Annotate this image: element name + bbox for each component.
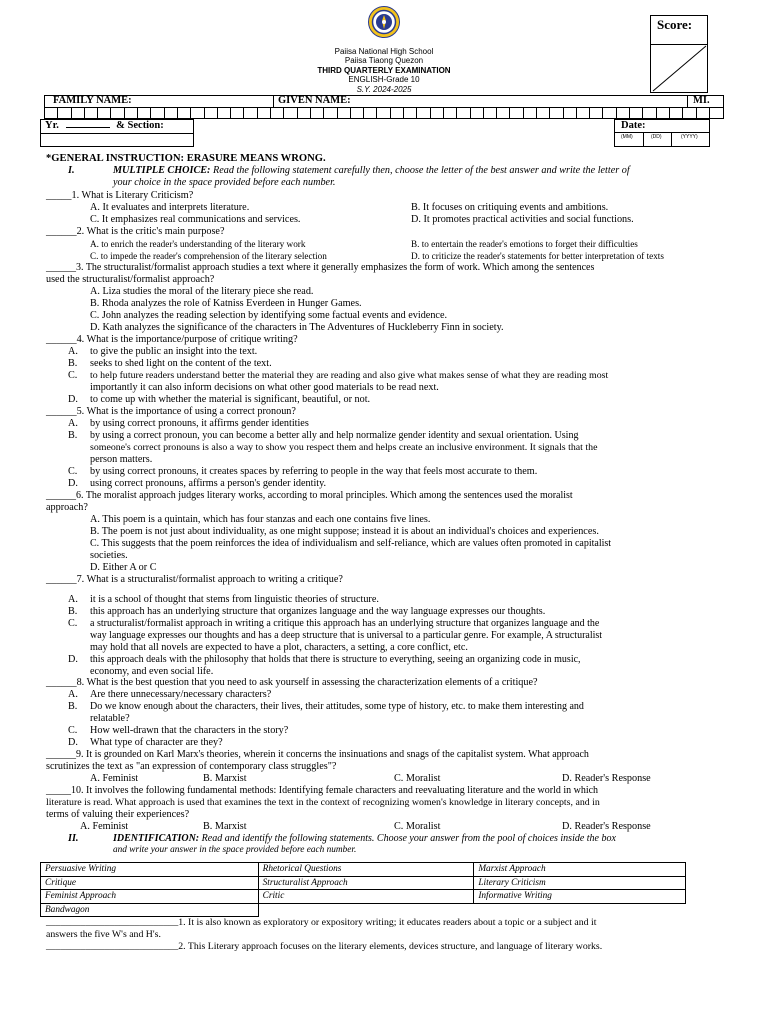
q8-letter-d: D. [68, 737, 78, 748]
q8-option-b-2: relatable? [90, 713, 130, 724]
q6-option-c: C. This suggests that the poem reinforces the idea of individualism and self-reliance, which are values often promoted in capitalist [90, 538, 612, 549]
q5-option-b-3: person matters. [90, 454, 153, 465]
q4-option-d: to come up with whether the material is significant, beautiful, or not. [90, 394, 371, 405]
pool-row [41, 903, 686, 917]
pool-row [41, 890, 686, 904]
q5-option-b: by using a correct pronoun, you can become a better ally and help normalize gender identity and sexual orientation. Using [90, 430, 579, 441]
q9-stem: ______9. It is grounded on Karl Marx's theories, wherein it concerns the insinuations and snags of the capitalist system. What approach [46, 749, 589, 760]
part1-instruction: MULTIPLE CHOICE: Read the following statement carefully then, choose the letter of the best answer and write the letter of [113, 165, 630, 176]
q8-letter-a: A. [68, 689, 78, 700]
q4-letter-b: B. [68, 358, 78, 369]
date-mm: (MM) [621, 134, 633, 140]
q10-option-a: A. Feminist [80, 821, 129, 832]
pool-row [41, 863, 686, 877]
q7-stem: ______7. What is a structuralist/formalist approach to writing a critique? [46, 574, 343, 585]
q9-option-d: D. Reader's Response [562, 773, 651, 784]
q4-letter-c: C. [68, 370, 78, 381]
pool-cell: Literary Criticism [474, 876, 686, 890]
q8-option-c: How well-drawn that the characters in the story? [90, 725, 289, 736]
q8-option-b: Do we know enough about the characters, their lives, their attitudes, some type of history, etc. to make them interesting and [90, 701, 584, 712]
id2-item: ___________________________2. This Literary approach focuses on the literary elements, devices structure, and language of literary works. [46, 941, 603, 952]
part2-title: IDENTIFICATION: [113, 833, 200, 844]
date-label: Date: [621, 120, 646, 131]
q5-letter-a: A. [68, 418, 78, 429]
q7-letter-c: C. [68, 618, 78, 629]
q3-stem-2: used the structuralist/formalist approach? [46, 274, 215, 285]
q10-option-c: C. Moralist [394, 821, 441, 832]
q3-option-a: A. Liza studies the moral of the literary piece she read. [90, 286, 314, 297]
pool-cell-empty [258, 903, 474, 917]
mi-label: MI. [693, 95, 710, 106]
q3-option-d: D. Kath analyzes the significance of the characters in The Adventures of Huckleberry Finn in society. [90, 322, 504, 333]
q4-option-b: seeks to shed light on the content of the text. [90, 358, 272, 369]
q1-option-d: D. It promotes practical activities and social functions. [411, 214, 634, 225]
q7-option-c: a structuralist/formalist approach in writing a critique this approach has an underlying structure that organizes language and the [90, 618, 600, 629]
q4-letter-d: D. [68, 394, 78, 405]
q6-option-c-2: societies. [90, 550, 128, 561]
answer-pool-table [40, 862, 686, 917]
pool-cell: Marxist Approach [474, 863, 686, 877]
q6-stem-2: approach? [46, 502, 88, 513]
q2-option-b: B. to entertain the reader's emotions to forget their difficulties [411, 239, 638, 249]
q8-stem: ______8. What is the best question that you need to ask yourself in assessing the characterization elements of a critique? [46, 677, 538, 688]
q2-option-a: A. to enrich the reader's understanding of the literary work [90, 239, 306, 249]
subject: ENGLISH-Grade 10 [348, 75, 420, 84]
q7-option-d-2: economy, and even social life. [90, 666, 214, 677]
q5-stem: ______5. What is the importance of using a correct pronoun? [46, 406, 296, 417]
id1-item: ___________________________1. It is also known as exploratory or expository writing; it educates readers about a topic or a subject and it [46, 917, 597, 928]
school-year: S.Y. 2024-2025 [356, 85, 412, 94]
q5-option-a: by using correct pronouns, it affirms gender identities [90, 418, 309, 429]
q1-stem: _____1. What is Literary Criticism? [46, 190, 194, 201]
q5-option-d: using correct pronouns, affirms a person's gender identity. [90, 478, 327, 489]
q10-stem-2: literature is read. What approach is used that examines the text in the context of recognizing women's knowledge in literary concepts, and in [46, 797, 600, 808]
part1-title: MULTIPLE CHOICE: [113, 165, 211, 176]
part1-number: I. [68, 165, 75, 176]
name-row [44, 95, 724, 119]
pool-row [41, 876, 686, 890]
date-dd: (DD) [651, 134, 662, 140]
pool-cell: Informative Writing [474, 890, 686, 904]
date-yyyy: (YYYY) [681, 134, 698, 140]
q3-option-b: B. Rhoda analyzes the role of Katniss Everdeen in Hunger Games. [90, 298, 362, 309]
part2-number: II. [68, 833, 79, 844]
part2-instruction: IDENTIFICATION: Read and identify the following statements. Choose your answer from the pool of choices inside the box [113, 833, 616, 844]
q8-letter-b: B. [68, 701, 78, 712]
q7-option-a: it is a school of thought that stems from linguistic theories of structure. [90, 594, 379, 605]
q9-option-b: B. Marxist [203, 773, 247, 784]
id1-item-2: answers the five W's and H's. [46, 929, 161, 940]
q4-stem: ______4. What is the importance/purpose of critique writing? [46, 334, 298, 345]
pool-cell: Bandwagon [41, 903, 259, 917]
q10-option-d: D. Reader's Response [562, 821, 651, 832]
q7-option-b: this approach has an underlying structure that organizes language and the way language expresses our thoughts. [90, 606, 546, 617]
q10-stem-3: terms of valuing their experiences? [46, 809, 190, 820]
q6-option-d: D. Either A or C [90, 562, 157, 573]
q5-letter-d: D. [68, 478, 78, 489]
q7-letter-a: A. [68, 594, 78, 605]
pool-cell: Persuasive Writing [41, 863, 259, 877]
score-diagonal [651, 44, 707, 92]
score-box [650, 15, 708, 93]
pool-cell: Critique [41, 876, 259, 890]
part1-instruction-2: your choice in the space provided before each number. [113, 177, 336, 188]
part2-instruction-2: and write your answer in the space provided before each number. [113, 845, 357, 855]
q7-option-c-3: may hold that all novels are expected to have a plot, characters, a setting, a core conflict, etc. [90, 642, 468, 653]
q1-option-b: B. It focuses on critiquing events and ambitions. [411, 202, 609, 213]
school-location: Paiisa Tiaong Quezon [344, 56, 424, 65]
q8-option-a: Are there unnecessary/necessary characters? [90, 689, 272, 700]
given-name-label: GIVEN NAME: [278, 95, 351, 106]
q8-letter-c: C. [68, 725, 78, 736]
q4-letter-a: A. [68, 346, 78, 357]
q1-option-c: C. It emphasizes real communications and services. [90, 214, 301, 225]
q8-option-d: What type of character are they? [90, 737, 223, 748]
q5-option-c: by using correct pronouns, it creates spaces by referring to people in the way that feels most accurate to them. [90, 466, 538, 477]
score-label: Score: [657, 17, 693, 32]
q4-option-c: to help future readers understand better the material they are reading and also give what makes sense of what they are reading most [90, 370, 609, 381]
q2-option-d: D. to criticize the reader's statements for better interpretation of texts [411, 251, 664, 261]
q10-option-b: B. Marxist [203, 821, 247, 832]
q4-option-c-2: importantly it can also inform decisions on what other good materials to be read next. [90, 382, 439, 393]
q6-option-b: B. The poem is not just about individuality, as one might suppose; instead it is about an individual's choices and experiences. [90, 526, 599, 537]
pool-cell-empty [474, 903, 686, 917]
q3-option-c: C. John analyzes the reading selection by identifying some factual events and evidence. [90, 310, 448, 321]
q2-option-c: C. to impede the reader's comprehension of the literary selection [90, 251, 327, 261]
q7-option-d: this approach deals with the philosophy that holds that there is structure to everything, seeing an organizing code in music, [90, 654, 581, 665]
q5-letter-c: C. [68, 466, 78, 477]
q5-letter-b: B. [68, 430, 78, 441]
general-instruction: *GENERAL INSTRUCTION: ERASURE MEANS WRONG. [46, 153, 326, 164]
family-name-label: FAMILY NAME: [53, 95, 132, 106]
q7-letter-b: B. [68, 606, 78, 617]
exam-title: THIRD QUARTERLY EXAMINATION [317, 66, 451, 75]
q4-option-a: to give the public an insight into the text. [90, 346, 258, 357]
section-label: & Section: [116, 120, 164, 131]
school-name: Paiisa National High School [334, 47, 434, 56]
q7-option-c-2: way language expresses our thoughts and has a deep structure that is universal to a particular genre. For example, A structuralist [90, 630, 603, 641]
yr-section-box[interactable] [40, 119, 194, 147]
date-box[interactable] [614, 119, 710, 147]
q9-option-a: A. Feminist [90, 773, 139, 784]
q9-option-c: C. Moralist [394, 773, 441, 784]
pool-cell: Rhetorical Questions [258, 863, 474, 877]
q2-stem: ______2. What is the critic's main purpose? [46, 226, 225, 237]
q6-stem: ______6. The moralist approach judges literary works, according to moral principles. Which among the sentences used the moralist [46, 490, 573, 501]
pool-cell: Feminist Approach [41, 890, 259, 904]
name-letter-boxes[interactable] [45, 107, 723, 118]
q7-letter-d: D. [68, 654, 78, 665]
q1-option-a: A. It evaluates and interprets literature. [90, 202, 250, 213]
yr-label: Yr. [45, 120, 59, 131]
pool-cell: Structuralist Approach [258, 876, 474, 890]
q6-option-a: A. This poem is a quintain, which has four stanzas and each one contains five lines. [90, 514, 431, 525]
q3-stem: ______3. The structuralist/formalist approach studies a text where it generally emphasizes the form of work. Which among the sentences [46, 262, 595, 273]
q10-stem: _____10. It involves the following fundamental methods: Identifying female characters and reevaluating literature and the world in which [46, 785, 599, 796]
pool-cell: Critic [258, 890, 474, 904]
q5-option-b-2: someone's correct pronouns is also a way to show you respect them and helps create an inclusive environment. It signals that the [90, 442, 598, 453]
q9-stem-2: scrutinizes the text as "an expression of contemporary class struggles"? [46, 761, 337, 772]
school-seal [368, 6, 400, 38]
